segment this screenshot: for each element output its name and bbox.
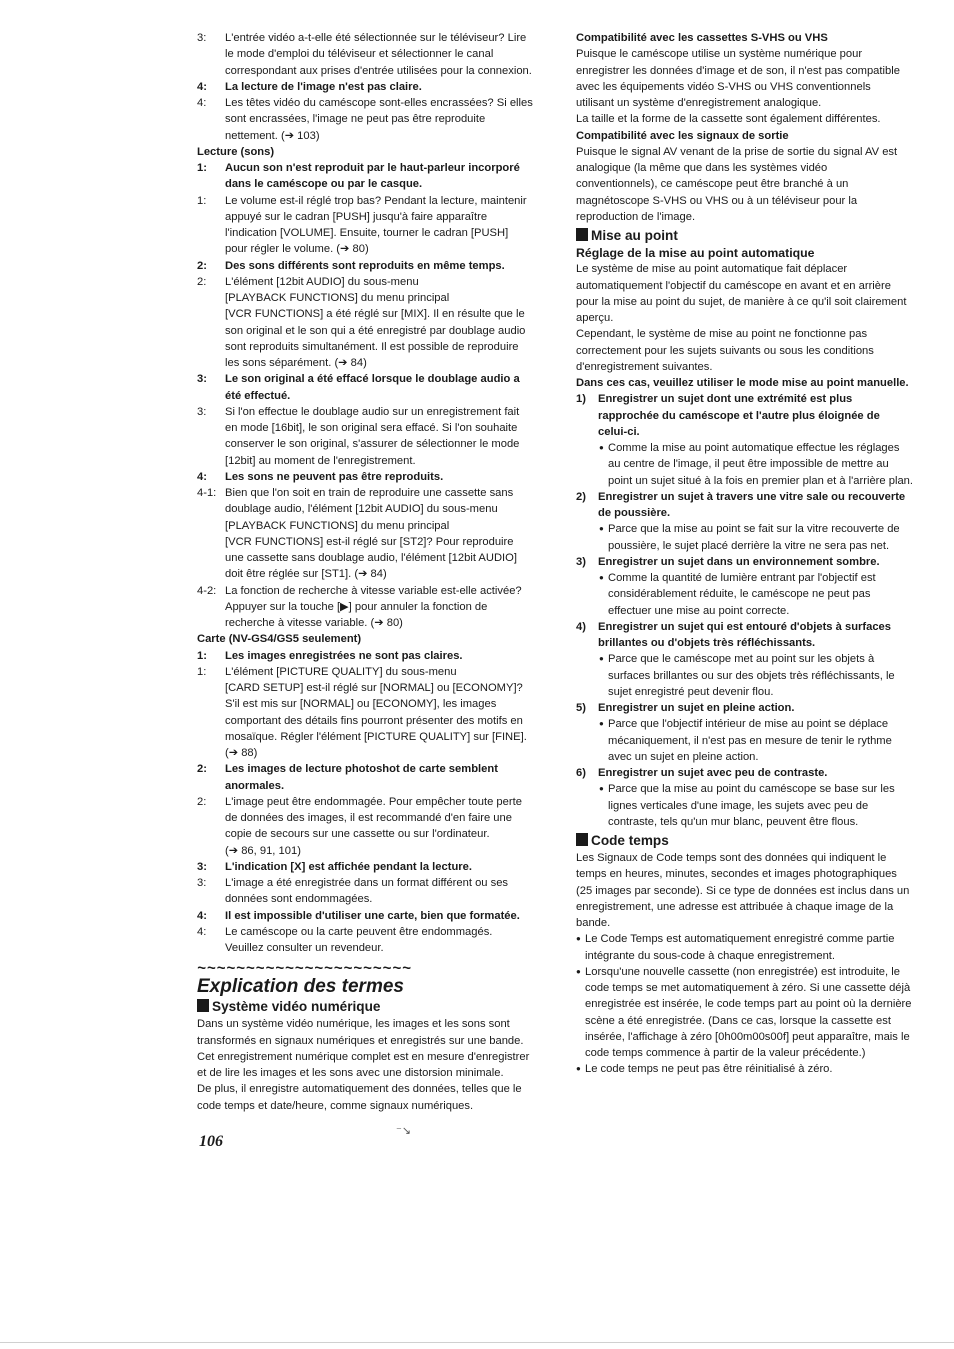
item-line: Veuillez consulter un revendeur. xyxy=(225,942,384,954)
troubleshoot-list-picture xyxy=(197,30,543,144)
focus-case xyxy=(576,765,918,781)
item-number: 4: xyxy=(197,80,207,93)
item-line: L'image peut être endommagée. Pour empêcher toute perte xyxy=(225,795,522,808)
timecode-bullet xyxy=(576,1061,918,1077)
item-line: mosaïque. Régler l'élément [PICTURE QUALITY] sur [FINE]. xyxy=(225,730,527,743)
item-number: 3: xyxy=(197,405,207,418)
bullet-dot: ● xyxy=(599,573,604,582)
item-line: nettement. (➔ 103) xyxy=(225,129,320,142)
text-line: automatiquement l'objectif du caméscope en avant et en arrière xyxy=(576,279,891,292)
text-line: avec les équipements vidéo S-VHS ou VHS conventionnels xyxy=(576,80,871,93)
timecode-bullet-line: Le Code Temps est automatiquement enregistré comme partie xyxy=(585,933,895,946)
page-number: 106 xyxy=(199,1133,223,1150)
item-line: [CARD SETUP] est-il réglé sur [NORMAL] ou [ECONOMY]? xyxy=(225,682,523,694)
digital-heading-text: Système vidéo numérique xyxy=(212,999,381,1015)
problem-item xyxy=(197,79,543,95)
case-number: 4) xyxy=(576,620,586,633)
item-line: appuyé sur le cadran [PUSH] jusqu'à faire apparaître xyxy=(225,210,488,223)
item-line: comportant des détails fins pourront présenter des motifs en xyxy=(225,714,523,727)
item-line: Le son original a été effacé lorsque le doublage audio a xyxy=(225,373,520,386)
case-bullet-line: Parce que l'objectif intérieur de mise au point se déplace xyxy=(608,718,889,731)
focus-heading xyxy=(576,227,918,245)
case-bullet-line: poussière, le sujet placé derrière la vitre ne sera pas net. xyxy=(608,539,890,552)
case-bullet xyxy=(576,440,918,489)
item-line: Bien que l'on soit en train de reproduire une cassette sans xyxy=(225,487,514,499)
timecode-bullet-line: code temps se met automatiquement à zéro. Si une cassette déjà xyxy=(585,982,911,994)
digital-paragraph xyxy=(197,1016,543,1114)
item-number: 2: xyxy=(197,795,207,808)
item-line: recherche à vitesse variable. (➔ 80) xyxy=(225,617,403,629)
item-number: 4-1: xyxy=(197,487,217,499)
case-bullet-line: Parce que le caméscope met au point sur les objets à xyxy=(608,653,875,666)
case-bullet-line: considérablement réduite, le caméscope ne peut pas xyxy=(608,588,871,601)
item-line: anormales. xyxy=(225,779,285,792)
text-line: De plus, il enregistre automatiquement des données, telles que le xyxy=(197,1083,522,1096)
text-line: reproduction de l'image. xyxy=(576,210,696,223)
bullet-dot: ● xyxy=(576,934,581,944)
item-line: Les sons ne peuvent pas être reproduits. xyxy=(225,470,444,483)
case-bullet-line: Parce que la mise au point du caméscope se base sur les xyxy=(608,783,895,796)
item-line: conserver le son original, s'assurer de sélectionner le mode xyxy=(225,438,520,451)
solution-item xyxy=(197,664,543,762)
text-line: transformés en signaux numériques et enregistrés sur une bande. xyxy=(197,1034,524,1047)
text-line: enregistrer les données d'image et de son, il n'est pas compatible xyxy=(576,64,900,77)
item-number: 4: xyxy=(197,97,207,109)
timecode-bullet-line: Lorsqu'une nouvelle cassette (non enregistrée) est introduite, le xyxy=(585,965,900,978)
solution-item xyxy=(197,924,543,957)
item-line: [VCR FUNCTIONS] a été réglé sur [MIX]. Il en résulte que le xyxy=(225,308,525,321)
item-line: en mode [16bit], le son original sera effacé. Si l'on souhaite xyxy=(225,422,518,434)
timecode-bullet-line: insérée, l'affichage à zéro [0h00m00s00f] peut apparaître, mais le xyxy=(585,1030,910,1043)
item-number: 3: xyxy=(197,32,207,44)
focus-case xyxy=(576,391,918,440)
case-bullet-line: Parce que la mise au point se fait sur la vitre recouverte de xyxy=(608,523,900,536)
item-line: sont encrassées, l'image ne peut pas être reproduite xyxy=(225,113,486,126)
bullet-dot: ● xyxy=(599,443,604,452)
item-line: Aucun son n'est reproduit par le haut-parleur incorporé xyxy=(225,162,520,174)
bullet-dot: ● xyxy=(599,654,604,664)
item-line: Il est impossible d'utiliser une carte, bien que formatée. xyxy=(225,909,520,922)
text-line: temps en heures, minutes, secondes et images photographiques xyxy=(576,868,897,881)
problem-item xyxy=(197,371,543,404)
case-bullet-line: point un sujet situé à la fois en premier plan et à l'arrière plan. xyxy=(608,474,913,487)
solution-item xyxy=(197,875,543,908)
case-bullet-line: effectuer une mise au point correcte. xyxy=(608,604,790,617)
item-line: Des sons différents sont reproduits en même temps. xyxy=(225,259,505,272)
output-heading: Compatibilité avec les signaux de sortie xyxy=(576,129,789,142)
text-line: conventionnels), ce caméscope peut être branché à un xyxy=(576,178,849,191)
problem-item xyxy=(197,160,543,193)
case-bullet-line: Comme la mise au point automatique effectue les réglages xyxy=(608,442,900,454)
item-line: [VCR FUNCTIONS] est-il réglé sur [ST2]? Pour reproduire xyxy=(225,535,514,548)
item-line: S'il est mis sur [NORMAL] ou [ECONOMY], les images xyxy=(225,698,497,711)
case-title-line: brillantes ou d'objets très réfléchissants. xyxy=(598,637,816,649)
text-line: aperçu. xyxy=(576,312,614,324)
focus-cases-list xyxy=(576,391,918,830)
bullet-dot: ● xyxy=(576,966,581,976)
focus-heading-text: Mise au point xyxy=(591,228,678,243)
solution-item xyxy=(197,583,543,632)
item-line: copie de secours sur une cassette ou sur l'ordinateur. xyxy=(225,828,490,841)
item-line: [PLAYBACK FUNCTIONS] du menu principal xyxy=(225,519,450,532)
item-line: [12bit] au moment de l'enregistrement. xyxy=(225,454,416,467)
item-number: 3: xyxy=(197,877,207,889)
item-line: La lecture de l'image n'est pas claire. xyxy=(225,80,422,93)
text-line: Les Signaux de Code temps sont des données qui indiquent le xyxy=(576,852,887,864)
item-number: 4: xyxy=(197,925,207,938)
item-line: une cassette sans doublage audio, l'élément [12bit AUDIO] xyxy=(225,552,517,564)
item-line: Le volume est-il réglé trop bas? Pendant la lecture, maintenir xyxy=(225,194,527,207)
text-line: code temps et date/heure, comme signaux numériques. xyxy=(197,1099,474,1112)
item-line: le mode d'emploi du téléviseur et sélectionner le canal xyxy=(225,48,494,61)
text-line: correctement pour les sujets suivants ou sous les conditions xyxy=(576,344,874,357)
case-bullet xyxy=(576,570,918,619)
bullet-dot: ● xyxy=(576,1064,581,1074)
case-title-line: de poussière. xyxy=(598,507,671,519)
case-number: 1) xyxy=(576,393,586,406)
case-bullet xyxy=(576,781,918,830)
case-bullet-line: au centre de l'image, il peut être impossible de mettre au xyxy=(608,458,889,471)
solution-item xyxy=(197,193,543,258)
case-bullet xyxy=(576,651,918,700)
timecode-bullet xyxy=(576,931,918,964)
case-title-line: Enregistrer un sujet dont une extrémité est plus xyxy=(598,393,853,406)
timecode-heading xyxy=(576,832,918,850)
af-heading: Réglage de la mise au point automatique xyxy=(576,246,815,260)
bullet-dot: ● xyxy=(599,784,604,794)
text-line: d'enregistrement suivantes. xyxy=(576,360,713,373)
case-title-line: Enregistrer un sujet qui est entouré d'objets à surfaces xyxy=(598,620,891,633)
item-number: 4: xyxy=(197,470,207,483)
text-line: Cet enregistrement numérique complet est en mesure d'enregistrer xyxy=(197,1050,530,1063)
square-bullet-icon xyxy=(197,999,209,1012)
case-bullet-line: mécaniquement, il n'est pas en mesure de tenir le rythme xyxy=(608,734,892,747)
solution-item xyxy=(197,95,543,144)
bottom-rule xyxy=(0,1342,954,1343)
case-number: 6) xyxy=(576,767,586,779)
timecode-bullet-line: scène a été enregistrée. (Dans ce cas, lorsque la cassette est xyxy=(585,1014,891,1027)
case-bullet xyxy=(576,716,918,765)
svhs-heading: Compatibilité avec les cassettes S-VHS ou VHS xyxy=(576,32,828,44)
solution-item xyxy=(197,404,543,469)
timecode-bullets xyxy=(576,931,918,1077)
case-bullet-line: avec un sujet en pleine action. xyxy=(608,750,759,763)
text-line: magnétoscope S-VHS ou VHS ou à un téléviseur pour la xyxy=(576,194,858,207)
item-number: 1: xyxy=(197,162,207,174)
timecode-bullet-line: enregistrée est insérée, le code temps part au point où la dernière xyxy=(585,998,912,1011)
case-bullet-line: surfaces brillantes ou sur des objets très réfléchissants, le xyxy=(608,669,895,682)
case-number: 5) xyxy=(576,702,586,714)
left-column xyxy=(197,30,543,1114)
text-line: (25 images par seconde). Si ce type de données est inclus dans un xyxy=(576,884,910,897)
scan-mark: ⁻↘ xyxy=(396,1125,412,1137)
case-bullet-line: Comme la quantité de lumière entrant par l'objectif est xyxy=(608,572,876,584)
solution-item xyxy=(197,794,543,859)
item-line: Le caméscope ou la carte peuvent être endommagés. xyxy=(225,925,493,938)
manual-note: Dans ces cas, veuillez utiliser le mode mise au point manuelle. xyxy=(576,377,909,389)
text-line: analogique (la même que dans les systèmes vidéo xyxy=(576,162,828,174)
text-line: enregistrement, une adresse est attribuée à chaque image de la xyxy=(576,900,894,913)
item-line: correspondant aux prises d'entrée utilisées pour la connexion. xyxy=(225,64,532,77)
item-line: doit être réglée sur [ST1]. (➔ 84) xyxy=(225,568,387,581)
item-line: L'élément [PICTURE QUALITY] du sous-menu xyxy=(225,665,457,678)
item-number: 2: xyxy=(197,275,207,288)
sound-heading: Lecture (sons) xyxy=(197,145,275,158)
item-line: les sons séparément. (➔ 84) xyxy=(225,357,367,369)
svhs-paragraph xyxy=(576,46,918,127)
text-line: Puisque le caméscope utilise un système numérique pour xyxy=(576,48,863,61)
item-line: dans le caméscope ou par le casque. xyxy=(225,178,423,191)
af-paragraph xyxy=(576,261,918,375)
text-line: bande. xyxy=(576,917,611,929)
item-line: Les images enregistrées ne sont pas claires. xyxy=(225,649,463,662)
item-line: L'élément [12bit AUDIO] du sous-menu xyxy=(225,275,419,288)
timecode-bullet-line: code temps commence à partir de la valeur précédente.) xyxy=(585,1047,866,1059)
square-bullet-icon xyxy=(576,833,588,846)
troubleshoot-list-card xyxy=(197,648,543,957)
item-number: 2: xyxy=(197,763,207,776)
item-line: Appuyer sur la touche [▶] pour annuler la fonction de xyxy=(225,600,488,613)
item-line: données sont endommagées. xyxy=(225,893,373,906)
solution-item xyxy=(197,485,543,583)
case-number: 2) xyxy=(576,490,586,503)
item-line: été effectué. xyxy=(225,389,291,402)
case-title-line: Enregistrer un sujet à travers une vitre sale ou recouverte xyxy=(598,490,906,503)
right-column xyxy=(576,30,918,1078)
problem-item xyxy=(197,258,543,274)
item-line: L'indication [X] est affichée pendant la lecture. xyxy=(225,860,472,873)
bullet-dot: ● xyxy=(599,719,604,729)
text-line: utilisant un système d'enregistrement analogique. xyxy=(576,97,822,109)
problem-item xyxy=(197,761,543,794)
item-number: 3: xyxy=(197,373,207,386)
problem-item xyxy=(197,859,543,875)
problem-item xyxy=(197,648,543,664)
focus-case xyxy=(576,554,918,570)
item-line: La fonction de recherche à vitesse variable est-elle activée? xyxy=(225,584,522,597)
case-title-line: Enregistrer un sujet en pleine action. xyxy=(598,702,795,714)
timecode-paragraph xyxy=(576,850,918,931)
item-number: 2: xyxy=(197,259,207,272)
case-bullet-line: lignes verticales d'une image, les sujets avec peu de xyxy=(608,799,869,812)
bullet-dot: ● xyxy=(599,524,604,534)
text-line: La taille et la forme de la cassette sont également différentes. xyxy=(576,113,881,126)
item-number: 1: xyxy=(197,649,207,662)
timecode-bullet-line: Le code temps ne peut pas être réinitialisé à zéro. xyxy=(585,1063,833,1076)
card-heading: Carte (NV-GS4/GS5 seulement) xyxy=(197,633,362,646)
case-title-line: Enregistrer un sujet avec peu de contraste. xyxy=(598,767,828,779)
item-line: (➔ 88) xyxy=(225,747,258,759)
text-line: Puisque le signal AV venant de la prise de sortie du signal AV est xyxy=(576,145,898,158)
timecode-heading-text: Code temps xyxy=(591,833,669,848)
case-title-line: celui-ci. xyxy=(598,425,640,438)
problem-item xyxy=(197,908,543,924)
item-number: 4-2: xyxy=(197,584,217,597)
problem-item xyxy=(197,469,543,485)
item-line: Les images de lecture photoshot de carte semblent xyxy=(225,763,498,776)
item-number: 1: xyxy=(197,665,207,678)
case-bullet-line: sujet enregistré peut devenir flou. xyxy=(608,685,774,698)
digital-heading xyxy=(197,998,543,1016)
text-line: Cependant, le système de mise au point ne fonctionne pas xyxy=(576,328,868,341)
item-line: Les têtes vidéo du caméscope sont-elles encrassées? Si elles xyxy=(225,97,533,109)
item-line: L'image a été enregistrée dans un format différent ou ses xyxy=(225,877,509,889)
output-paragraph xyxy=(576,144,918,225)
item-line: de données des images, il est recommandé d'en faire une xyxy=(225,812,512,824)
item-line: (➔ 86, 91, 101) xyxy=(225,844,301,857)
case-bullet-line: contraste, tels qu'un mur blanc, peuvent être flous. xyxy=(608,815,859,828)
case-bullet xyxy=(576,521,918,554)
item-line: Si l'on effectue le doublage audio sur un enregistrement fait xyxy=(225,405,520,418)
timecode-bullet-line: intégrante du sous-code à chaque enregistrement. xyxy=(585,949,836,962)
text-line: Dans un système vidéo numérique, les images et les sons sont xyxy=(197,1018,510,1031)
focus-case xyxy=(576,700,918,716)
troubleshoot-list-sound xyxy=(197,160,543,631)
item-line: [PLAYBACK FUNCTIONS] du menu principal xyxy=(225,292,450,304)
item-line: L'entrée vidéo a-t-elle été sélectionnée sur le téléviseur? Lire xyxy=(225,32,527,44)
item-line: l'indication [VOLUME]. Ensuite, tourner le cadran [PUSH] xyxy=(225,227,509,239)
timecode-bullet xyxy=(576,964,918,1062)
item-line: son original et le son qui a été enregistré par doublage audio xyxy=(225,324,526,337)
item-number: 1: xyxy=(197,194,207,207)
explanation-title: Explication des termes xyxy=(197,976,404,998)
solution-item xyxy=(197,30,543,79)
item-line: doublage audio, l'élément [12bit AUDIO] du sous-menu xyxy=(225,503,498,516)
decorative-squiggle: ~~~~~~~~~~~~~~~~~~~~~~ xyxy=(197,960,412,978)
case-title-line: Enregistrer un sujet dans un environnement sombre. xyxy=(598,555,880,568)
text-line: pour la mise au point du sujet, de manière à ce qu'il soit clairement xyxy=(576,295,907,308)
focus-case xyxy=(576,619,918,652)
text-line: Le système de mise au point automatique fait déplacer xyxy=(576,263,848,276)
square-bullet-icon xyxy=(576,228,588,241)
solution-item xyxy=(197,274,543,372)
text-line: et de lire les images et les sons avec une distorsion minimale. xyxy=(197,1067,504,1079)
item-number: 3: xyxy=(197,860,207,873)
item-number: 4: xyxy=(197,909,207,922)
item-line: sont reproduits simultanément. Il est possible de reproduire xyxy=(225,340,519,353)
case-number: 3) xyxy=(576,555,586,568)
focus-case xyxy=(576,489,918,522)
item-line: pour régler le volume. (➔ 80) xyxy=(225,243,369,256)
case-title-line: rapprochée du caméscope et l'autre plus éloignée de xyxy=(598,409,880,422)
